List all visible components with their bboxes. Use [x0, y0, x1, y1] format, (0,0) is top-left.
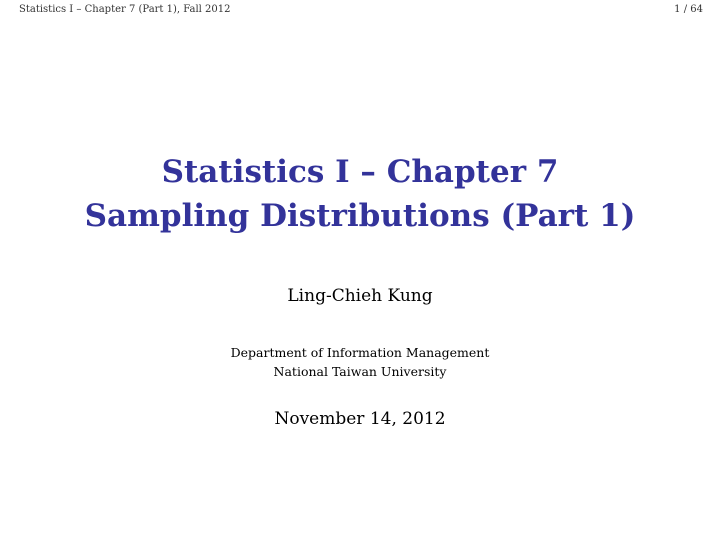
title-line-2: Sampling Distributions (Part 1)	[84, 198, 636, 234]
title-line-1: Statistics I – Chapter 7	[161, 154, 559, 190]
department: Department of Information Management	[230, 345, 490, 360]
slide-header	[0, 0, 720, 24]
institute	[0, 343, 720, 381]
date: November 14, 2012	[274, 409, 446, 429]
header-title: Statistics I – Chapter 7 (Part 1), Fall 2012	[19, 4, 231, 15]
author: Ling-Chieh Kung	[287, 286, 433, 306]
university: National Taiwan University	[273, 364, 447, 379]
slide-title	[0, 150, 720, 238]
page-indicator: 1 / 64	[674, 4, 703, 15]
